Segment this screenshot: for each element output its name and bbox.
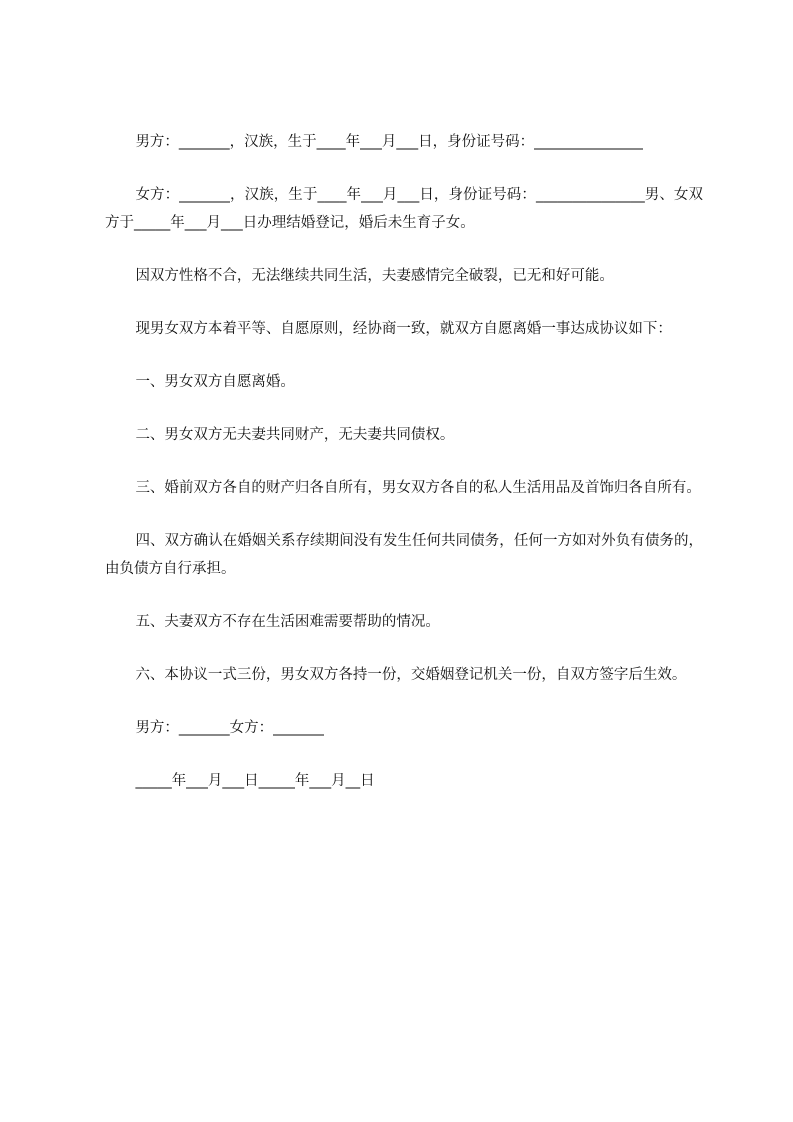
paragraph-man-info: 男方：_______，汉族，生于____年___月___日，身份证号码：_______________ — [135, 134, 643, 150]
paragraph-woman-info: 女方：_______，汉族，生于____年___月___日，身份证号码：_______________男、女双方于_____年___月___日办理结婚登记，婚后未生育子女。 — [105, 187, 703, 231]
document-body — [105, 128, 703, 820]
clause-6: 六、本协议一式三份，男女双方各持一份，交婚姻登记机关一份，自双方签字后生效。 — [135, 667, 687, 683]
clause-4: 四、双方确认在婚姻关系存续期间没有发生任何共同债务，任何一方如对外负有债务的，由负债方自行承担。 — [105, 533, 703, 577]
signature-line: 男方：_______女方：_______ — [135, 720, 324, 736]
paragraph-agreement-intro: 现男女双方本着平等、自愿原则，经协商一致，就双方自愿离婚一事达成协议如下： — [135, 321, 672, 337]
clause-5: 五、夫妻双方不存在生活困难需要帮助的情况。 — [135, 614, 440, 630]
date-line: _____年___月___日_____年___月__日 — [135, 773, 375, 789]
clause-3: 三、婚前双方各自的财产归各自所有，男女双方各自的私人生活用品及首饰归各自所有。 — [135, 480, 701, 496]
clause-2: 二、男女双方无夫妻共同财产，无夫妻共同债权。 — [135, 427, 455, 443]
clause-1: 一、男女双方自愿离婚。 — [135, 374, 295, 390]
paragraph-reason: 因双方性格不合，无法继续共同生活，夫妻感情完全破裂，已无和好可能。 — [135, 268, 614, 284]
